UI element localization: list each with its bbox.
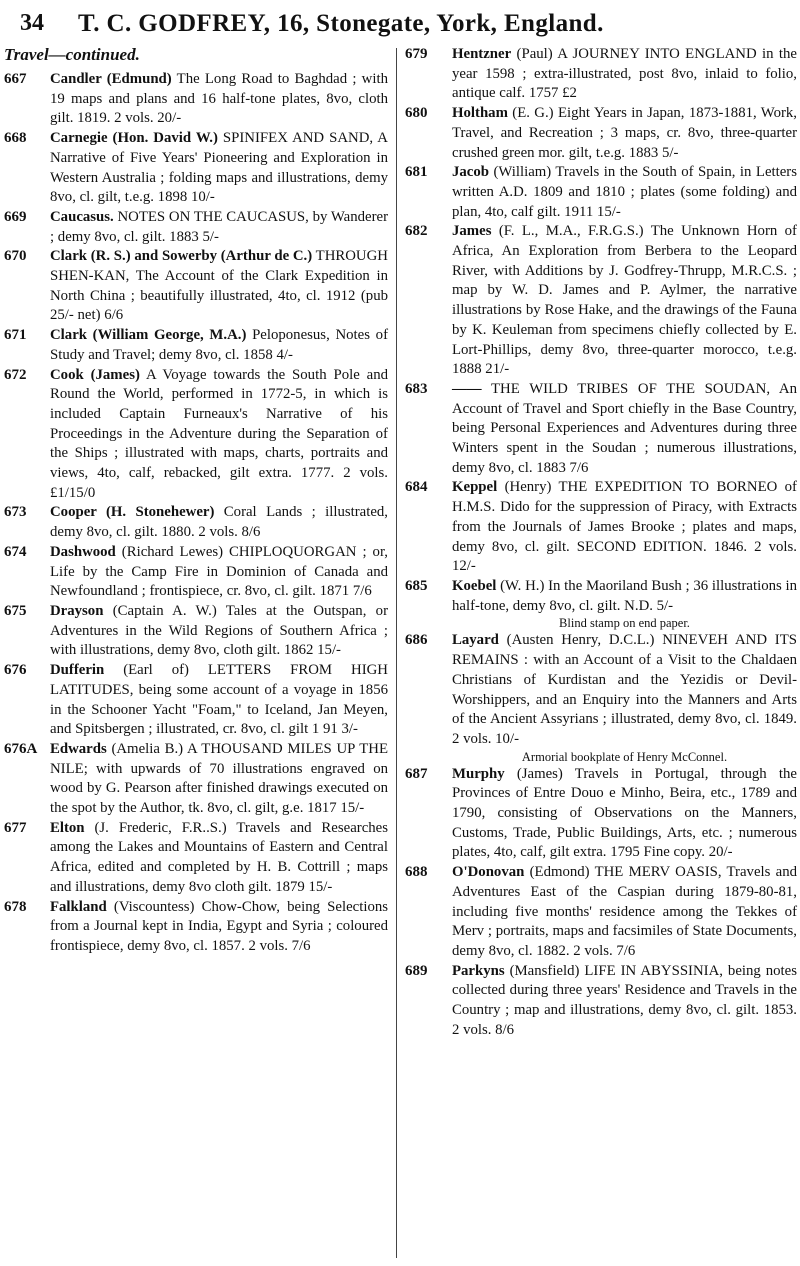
- entry-author: Koebel: [452, 577, 497, 594]
- entry-description: [452, 45, 797, 104]
- running-head: T. C. GODFREY, 16, Stonegate, York, England.: [78, 10, 604, 37]
- entry-description: [452, 478, 797, 577]
- entry-description: [452, 863, 797, 962]
- lot-number: 689: [405, 962, 428, 979]
- entry-author: Clark (William George, M.A.): [50, 327, 247, 344]
- catalogue-entry: [405, 163, 797, 222]
- catalogue-entry: [4, 208, 388, 247]
- catalogue-entry: [4, 129, 388, 208]
- left-column: [4, 70, 388, 957]
- lot-number: 667: [4, 71, 27, 87]
- lot-number: 670: [4, 248, 27, 265]
- catalogue-entry: [405, 45, 797, 104]
- entry-body: A Voyage towards the South Pole and Round the World, performed in 1772-5, in which is included Captain Furneaux's Narrative of his Proceedings in the Adventure during the Separation of the Ships ; illustrated with maps, charts, portraits and views, 4to, calf, rebacked, gilt extra. 1777. 2 vols. £1/15/0: [50, 366, 388, 501]
- section-heading: Travel—continued.: [4, 45, 140, 64]
- entry-author: Dashwood: [50, 543, 116, 560]
- lot-number: 673: [4, 504, 27, 521]
- entry-body: (Amelia B.) A THOUSAND MILES UP THE NILE; with upwards of 70 illustrations engraved on wood by G. Pearson after finished drawings executed on the spot by the Author, tk. 8vo, cl. gilt, g.e. 1817 15/-: [50, 740, 388, 817]
- entry-description: [452, 631, 797, 749]
- entry-author: Drayson: [50, 602, 104, 619]
- entry-author: Elton: [50, 819, 85, 836]
- entry-description: [452, 104, 797, 163]
- catalogue-entry: [405, 577, 797, 631]
- entry-description: [50, 661, 388, 740]
- entry-author: Clark (R. S.) and Sowerby (Arthur de C.): [50, 248, 313, 265]
- entry-body: (Viscountess) Chow-Chow, being Selections from a Journal kept in India, Egypt and Syria ; coloured frontispiece, demy 8vo, cl. 1857. 2 vols. 7/6: [50, 898, 388, 954]
- lot-number: 677: [4, 819, 27, 836]
- catalogue-entry: [4, 70, 388, 129]
- entry-body: (F. L., M.A., F.R.G.S.) The Unknown Horn of Africa, An Exploration from Berbera to the Leopard River, with Additions by J. Godfrey-Thrupp, M.R.C.S. ; map by W. D. James and P. Aylmer, the narrative illustrations by Rose Hake, and the drawings of the Fauna by K. Keuleman from specimens chiefly collected by E. Lort-Phillips, demy 8vo, three-quarter morocco, t.e.g. 1888 21/-: [452, 223, 797, 378]
- catalogue-entry: [4, 819, 388, 898]
- entry-author: Edwards: [50, 740, 107, 757]
- entry-author: Candler (Edmund): [50, 71, 172, 87]
- lot-number: 685: [405, 577, 428, 594]
- catalogue-entry: [4, 366, 388, 504]
- entry-body: THROUGH SHEN-KAN, The Account of the Clark Expedition in North China ; beautifully illustrated, 4to, cl. 1912 (pub 25/- net) 6/6: [50, 248, 388, 324]
- entry-body: (Austen Henry, D.C.L.) NINEVEH AND ITS REMAINS : with an Account of a Visit to the Chaldaen Christians of Kurdistan and the Yezidis or Devil-Worshippers, and an Enquiry into the Manners and Arts of the Ancient Assyrians ; illustrated, demy 8vo, cl. 1849. 2 vols. 10/-: [452, 632, 797, 747]
- entry-author: Caucasus.: [50, 208, 114, 225]
- entry-body: (Richard Lewes) CHIPLOQUORGAN ; or, Life by the Camp Fire in Dominion of Canada and Newfoundland ; frontispiece, cr. 8vo, cl. gilt. 1871 7/6: [50, 543, 388, 600]
- entry-author: Holtham: [452, 105, 508, 122]
- entry-body: THE WILD TRIBES OF THE SOUDAN, An Account of Travel and Sport chiefly in the Base Country, being Personal Experiences and Adventures during three Winters spent in the Soudan ; numerous illustrations, demy 8vo, cl. 1883 7/6: [452, 380, 797, 476]
- entry-description: [50, 602, 388, 661]
- lot-number: 676A: [4, 740, 38, 757]
- lot-number: 686: [405, 632, 428, 649]
- entry-body: (Edmond) THE MERV OASIS, Travels and Adventures East of the Caspian during 1879-80-81, including five months' residence among the Tekkes of Merv ; portraits, maps and facsimiles of State Documents, demy 8vo, cl. 1882. 2 vols. 7/6: [452, 864, 797, 959]
- lot-number: 669: [4, 208, 27, 225]
- lot-number: 671: [4, 327, 27, 344]
- lot-number: 682: [405, 223, 428, 240]
- catalogue-entry: [4, 740, 388, 819]
- entry-body: (Paul) A JOURNEY INTO ENGLAND in the year 1598 ; extra-illustrated, post 8vo, inlaid to folio, antique calf. 1757 £2: [452, 46, 797, 102]
- entry-description: [452, 577, 797, 616]
- entry-body: Peloponesus, Notes of Study and Travel; demy 8vo, cl. 1858 4/-: [50, 327, 388, 363]
- lot-number: 668: [4, 130, 27, 147]
- entry-body: SPINIFEX AND SAND, A Narrative of Five Years' Pioneering and Exploration in Western Australia ; folding maps and illustrations, demy 8vo, cl. gilt, t.e.g. 1898 10/-: [50, 130, 388, 206]
- lot-number: 678: [4, 898, 27, 915]
- lot-number: 679: [405, 46, 428, 62]
- entry-body: (J. Frederic, F.R..S.) Travels and Researches among the Lakes and Mountains of Eastern and Central Africa, edited and completed by H. B. Cottrill ; maps and illustrations, demy 8vo cloth gilt. 1879 15/-: [50, 819, 388, 895]
- entry-note: Armorial bookplate of Henry McConnel.: [521, 749, 728, 764]
- entry-description: [452, 380, 797, 479]
- entry-description: [50, 129, 388, 208]
- entry-body: (James) Travels in Portugal, through the Provinces of Entre Douo e Minho, Beira, etc., 1789 and 1790, consisting of Observations on the Manners, Customs, Trade, Public Buildings, Arts, etc. ; numerous plates, 4to, calf, gilt extra. 1795 Fine copy. 20/-: [452, 765, 797, 861]
- catalogue-entry: [4, 326, 388, 365]
- entry-description: [50, 740, 388, 819]
- entry-author: Falkland: [50, 898, 107, 915]
- entry-author: ——: [452, 380, 482, 397]
- lot-number: 672: [4, 366, 27, 383]
- entry-description: [50, 898, 388, 957]
- lot-number: 684: [405, 479, 428, 496]
- entry-author: Carnegie (Hon. David W.): [50, 130, 218, 147]
- catalogue-entry: [405, 380, 797, 479]
- entry-body: (Henry) THE EXPEDITION TO BORNEO of H.M.S. Dido for the suppression of Piracy, with Extracts from the Journals of James Brooke ; plates and maps, demy 8vo, cl. gilt. SECOND EDITION. 1846. 2 vols. 12/-: [452, 479, 797, 575]
- entry-description: [50, 819, 388, 898]
- entry-body: (E. G.) Eight Years in Japan, 1873-1881, Work, Travel, and Recreation ; 3 maps, cr. 8vo, three-quarter crushed green mor. gilt, t.e.g. 1883 5/-: [452, 105, 797, 161]
- entry-description: [50, 503, 388, 542]
- right-column: [405, 45, 797, 1040]
- entry-body: Coral Lands ; illustrated, demy 8vo, cl. gilt. 1880. 2 vols. 8/6: [50, 504, 388, 541]
- entry-description: [50, 326, 388, 365]
- entry-description: [50, 543, 388, 602]
- entry-body: (William) Travels in the South of Spain, in Letters written A.D. 1809 and 1810 ; plates (some folding) and plan, 4to, calf gilt. 1911 15/-: [452, 164, 797, 220]
- lot-number: 680: [405, 105, 428, 122]
- entry-note: Blind stamp on end paper.: [559, 616, 690, 631]
- catalogue-entry: [4, 661, 388, 740]
- catalogue-entry: [405, 222, 797, 380]
- entry-author: Parkyns: [452, 962, 505, 979]
- catalogue-entry: [4, 898, 388, 957]
- entry-description: [452, 163, 797, 222]
- catalogue-entry: [4, 543, 388, 602]
- lot-number: 688: [405, 864, 428, 881]
- entry-author: Layard: [452, 632, 499, 649]
- entry-author: Cooper (H. Stonehewer): [50, 504, 215, 521]
- lot-number: 683: [405, 380, 428, 397]
- entry-author: O'Donovan: [452, 864, 525, 881]
- entry-description: [50, 70, 388, 129]
- catalogue-entry: [405, 765, 797, 864]
- entry-description: [50, 208, 388, 247]
- entry-description: [452, 962, 797, 1041]
- entry-body: NOTES ON THE CAUCASUS, by Wanderer ; demy 8vo, cl. gilt. 1883 5/-: [50, 208, 388, 245]
- catalogue-entry: [405, 962, 797, 1041]
- entry-author: Dufferin: [50, 662, 105, 679]
- page-header: [0, 4, 800, 38]
- catalogue-entry: [4, 602, 388, 661]
- entry-description: [50, 366, 388, 504]
- entry-author: Murphy: [452, 765, 505, 782]
- catalogue-entry: [405, 478, 797, 577]
- catalogue-entry: [4, 503, 388, 542]
- lot-number: 681: [405, 164, 428, 181]
- column-divider: [396, 48, 397, 1258]
- entry-body: (Mansfield) LIFE IN ABYSSINIA, being notes collected during three years' Residence and Travels in the Country ; map and illustrations, demy 8vo, cl. gilt. 1853. 2 vols. 8/6: [452, 962, 797, 1038]
- catalogue-entry: [405, 631, 797, 764]
- entry-description: [452, 765, 797, 864]
- entry-body: (Earl of) LETTERS FROM HIGH LATITUDES, being some account of a voyage in 1856 in the Schooner Yacht "Foam," to Iceland, Jan Meyen, and Spitsbergen ; illustrated, cr. 8vo, cl. gilt 1 91 3/-: [50, 662, 388, 738]
- entry-author: Jacob: [452, 164, 489, 181]
- lot-number: 687: [405, 765, 428, 782]
- catalogue-entry: [405, 104, 797, 163]
- catalogue-entry: [4, 247, 388, 326]
- lot-number: 674: [4, 543, 27, 560]
- entry-author: Cook (James): [50, 366, 140, 383]
- entry-description: [452, 222, 797, 380]
- page-number: 34: [20, 10, 44, 36]
- entry-body: (W. H.) In the Maoriland Bush ; 36 illustrations in half-tone, demy 8vo, cl. gilt. N.D. 5/-: [452, 577, 797, 614]
- lot-number: 675: [4, 602, 27, 619]
- entry-author: Keppel: [452, 479, 498, 496]
- entry-body: The Long Road to Baghdad ; with 19 maps and plans and 16 half-tone plates, 8vo, cloth gilt. 1819. 2 vols. 20/-: [50, 71, 388, 127]
- lot-number: 676: [4, 662, 27, 679]
- entry-author: Hentzner: [452, 46, 512, 62]
- entry-body: (Captain A. W.) Tales at the Outspan, or Adventures in the Wild Regions of Southern Africa ; with illustrations, demy 8vo, cloth gilt. 1862 15/-: [50, 602, 388, 659]
- catalogue-entry: [405, 863, 797, 962]
- entry-description: [50, 247, 388, 326]
- entry-author: James: [452, 223, 492, 240]
